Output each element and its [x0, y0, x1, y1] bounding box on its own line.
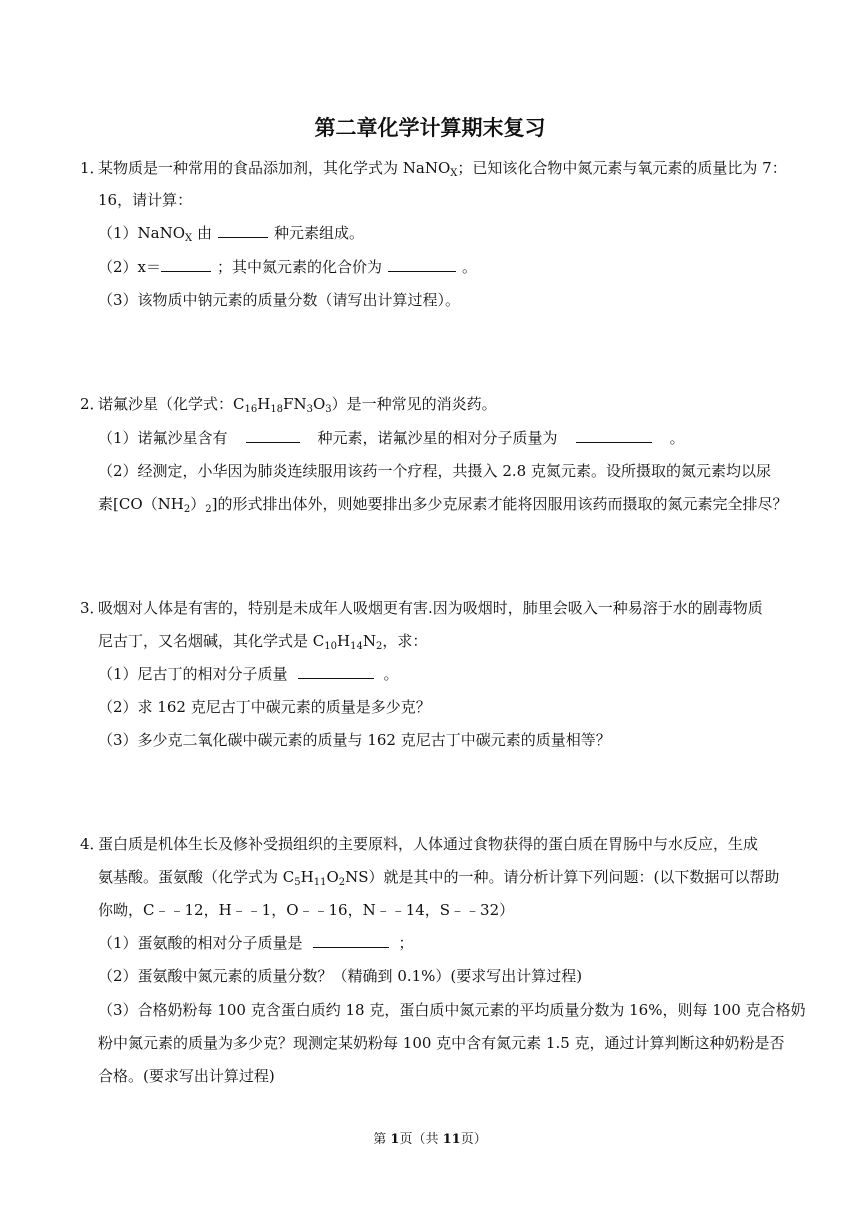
q2-part1: （1）诺氟沙星含有 种元素，诺氟沙星的相对分子质量为 。: [98, 429, 685, 447]
q3-number: 3．: [80, 599, 105, 617]
q2-number: 2．: [80, 395, 105, 413]
answer-blank[interactable]: [298, 664, 374, 679]
q1-part3: （3）该物质中钠元素的质量分数（请写出计算过程）。: [98, 291, 461, 309]
answer-blank[interactable]: [161, 257, 211, 272]
total-pages: 11: [442, 1132, 461, 1147]
q1-line2: 16，请计算：: [98, 191, 193, 209]
q4-part2: （2）蛋氨酸中氮元素的质量分数？（精确到 0.1%）(要求写出计算过程): [98, 967, 583, 985]
answer-blank[interactable]: [313, 933, 389, 948]
q4-line3: 你呦，C﹣﹣12，H﹣﹣1，O﹣﹣16，N﹣﹣14，S﹣﹣32）: [98, 901, 515, 919]
answer-blank[interactable]: [246, 428, 300, 443]
q1-part1: （1）NaNO$_X$ 由 种元素组成。: [98, 224, 364, 244]
current-page: 1: [390, 1132, 400, 1147]
answer-blank[interactable]: [576, 428, 652, 443]
q4-part3-line1: （3）合格奶粉每 100 克含蛋白质约 18 克，蛋白质中氮元素的平均质量分数为 16%，则每 100 克合格奶: [98, 1001, 806, 1019]
q4-part3-line3: 合格。(要求写出计算过程): [98, 1067, 275, 1085]
q3-part2: （2）求 162 克尼古丁中碳元素的质量是多少克？: [98, 698, 431, 716]
page-footer: 第 1页（共 11页）: [373, 1132, 487, 1147]
q4-part1: （1）蛋氨酸的相对分子质量是 ；: [98, 934, 414, 952]
q4-line2: 氨基酸。蛋氨酸（化学式为 $C_5H_{11}O_2NS$）就是其中的一种。请分析计算下列问题：(以下数据可以帮助: [98, 868, 780, 888]
q2-part2-line2: 素$[CO(NH_2)_2]$的形式排出体外，则她要排出多少克尿素才能将因服用该药而摄取的氮元素完全排尽？: [98, 495, 788, 515]
q3-part3: （3）多少克二氧化碳中碳元素的质量与 162 克尼古丁中碳元素的质量相等？: [98, 731, 611, 749]
answer-blank[interactable]: [218, 223, 268, 238]
q3-line2: 尼古丁，又名烟碱，其化学式是 $C_{10}H_{14}N_2$，求：: [98, 632, 428, 652]
q1-part2: （2）x＝ ；其中氮元素的化合价为 。: [98, 258, 478, 276]
q4-part3-line2: 粉中氮元素的质量为多少克？现测定某奶粉每 100 克中含有氮元素 1.5 克，通过计算判断这种奶粉是否: [98, 1034, 785, 1052]
page-title: 第二章化学计算期末复习: [314, 116, 546, 140]
q4-number: 4．: [80, 835, 105, 853]
q2-part2-line1: （2）经测定，小华因为肺炎连续服用该药一个疗程，共摄入 2.8 克氮元素。设所摄取的氮元素均以尿: [98, 462, 771, 480]
answer-blank[interactable]: [388, 257, 456, 272]
q3-part1: （1）尼古丁的相对分子质量 。: [98, 665, 399, 683]
q1-number: 1．: [80, 159, 105, 177]
